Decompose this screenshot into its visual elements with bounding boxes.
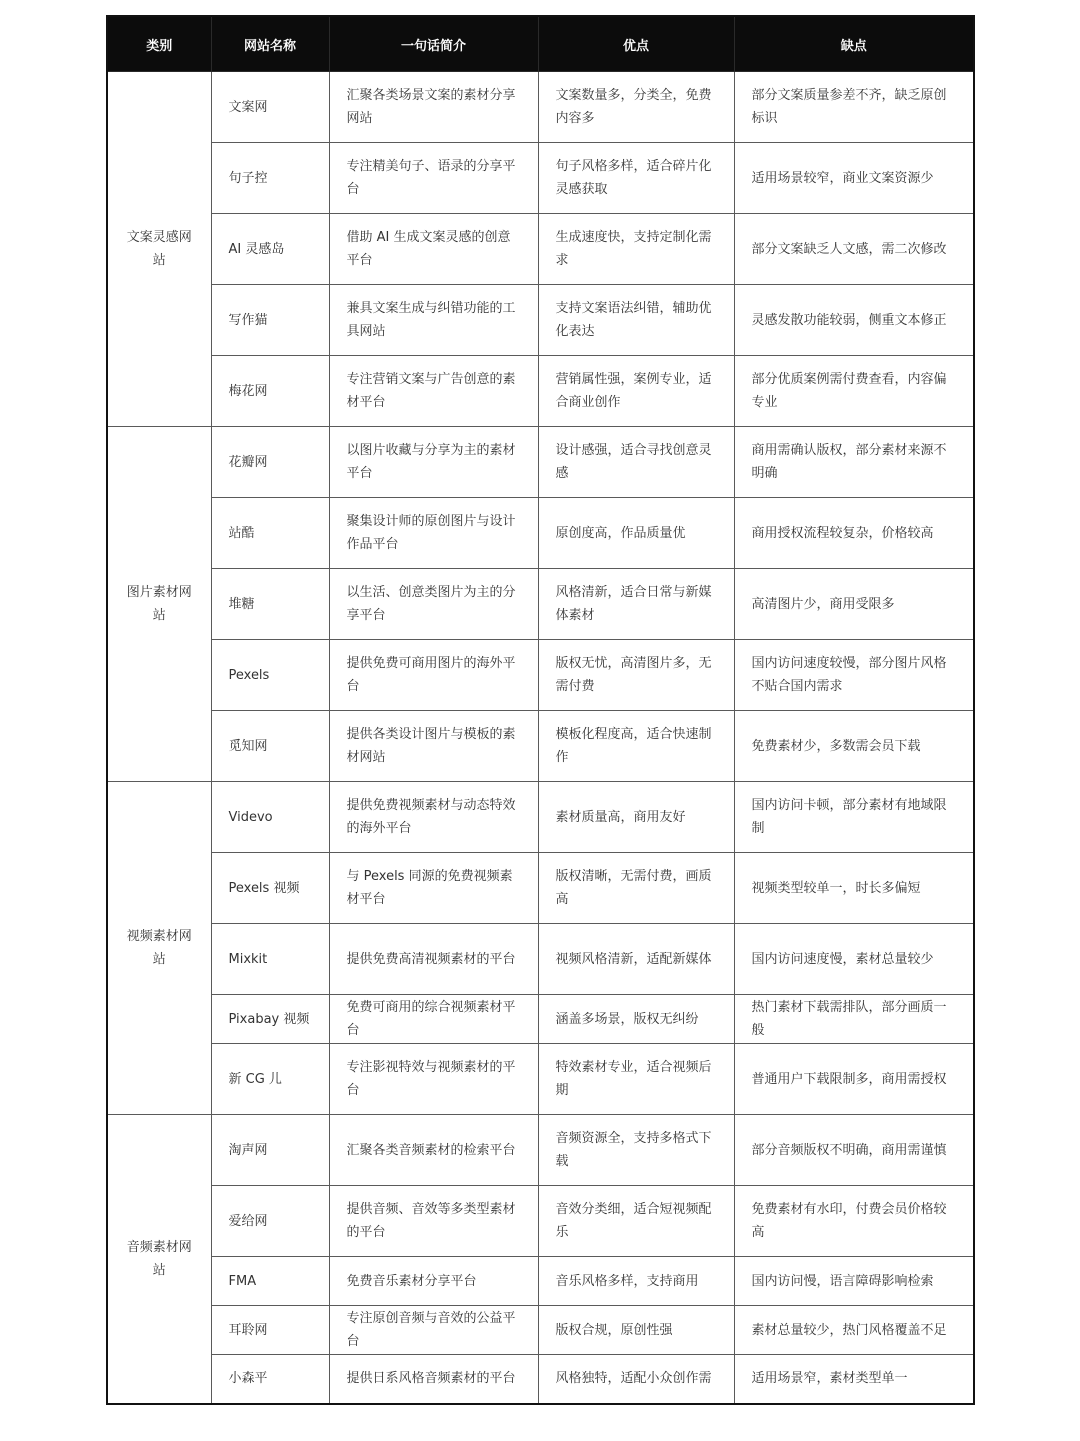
table-row [107,143,974,214]
intro-cell: 专注精美句子、语录的分享平台 [329,143,538,214]
intro-cell: 提供免费视频素材与动态特效的海外平台 [329,782,538,853]
pros-cell: 风格清新，适合日常与新媒体素材 [538,569,734,640]
intro-cell: 免费可商用的综合视频素材平台 [329,995,538,1044]
cons-cell: 灵感发散功能较弱，侧重文本修正 [734,285,974,356]
pros-cell: 音频资源全，支持多格式下载 [538,1115,734,1186]
intro-cell: 以生活、创意类图片为主的分享平台 [329,569,538,640]
header-category: 类别 [107,16,211,72]
cons-cell: 普通用户下载限制多，商用需授权 [734,1044,974,1115]
table-row [107,1306,974,1355]
site-name-cell: 新 CG 儿 [211,1044,329,1115]
site-name-cell: Mixkit [211,924,329,995]
pros-cell: 营销属性强，案例专业，适合商业创作 [538,356,734,427]
table-row [107,427,974,498]
intro-cell: 以图片收藏与分享为主的素材平台 [329,427,538,498]
website-comparison-table [106,15,975,1405]
site-name-cell: 小森平 [211,1355,329,1404]
cons-cell: 适用场景较窄，商业文案资源少 [734,143,974,214]
table-row [107,1186,974,1257]
table-row [107,1355,974,1404]
site-name-cell: 写作猫 [211,285,329,356]
pros-cell: 音乐风格多样，支持商用 [538,1257,734,1306]
intro-cell: 汇聚各类音频素材的检索平台 [329,1115,538,1186]
intro-cell: 汇聚各类场景文案的素材分享网站 [329,72,538,143]
table-row [107,853,974,924]
pros-cell: 版权清晰，无需付费，画质高 [538,853,734,924]
intro-cell: 专注原创音频与音效的公益平台 [329,1306,538,1355]
pros-cell: 风格独特，适配小众创作需 [538,1355,734,1404]
category-cell: 文案灵感网站 [107,72,211,427]
header-site-name: 网站名称 [211,16,329,72]
intro-cell: 专注营销文案与广告创意的素材平台 [329,356,538,427]
intro-cell: 兼具文案生成与纠错功能的工具网站 [329,285,538,356]
intro-cell: 提供音频、音效等多类型素材的平台 [329,1186,538,1257]
pros-cell: 支持文案语法纠错，辅助优化表达 [538,285,734,356]
category-cell: 图片素材网站 [107,427,211,782]
cons-cell: 部分文案质量参差不齐，缺乏原创标识 [734,72,974,143]
table-row [107,214,974,285]
cons-cell: 素材总量较少，热门风格覆盖不足 [734,1306,974,1355]
pros-cell: 素材质量高，商用友好 [538,782,734,853]
pros-cell: 涵盖多场景，版权无纠纷 [538,995,734,1044]
table-row [107,1115,974,1186]
category-cell: 音频素材网站 [107,1115,211,1404]
table-body [107,72,974,1404]
pros-cell: 设计感强，适合寻找创意灵感 [538,427,734,498]
pros-cell: 版权无忧，高清图片多，无需付费 [538,640,734,711]
cons-cell: 部分文案缺乏人文感，需二次修改 [734,214,974,285]
cons-cell: 视频类型较单一，时长多偏短 [734,853,974,924]
site-name-cell: Pexels [211,640,329,711]
header-cons: 缺点 [734,16,974,72]
site-name-cell: 堆糖 [211,569,329,640]
cons-cell: 国内访问速度较慢，部分图片风格不贴合国内需求 [734,640,974,711]
site-name-cell: 站酷 [211,498,329,569]
pros-cell: 原创度高，作品质量优 [538,498,734,569]
intro-cell: 提供免费高清视频素材的平台 [329,924,538,995]
site-name-cell: 耳聆网 [211,1306,329,1355]
cons-cell: 部分优质案例需付费查看，内容偏专业 [734,356,974,427]
table-row [107,711,974,782]
site-name-cell: 句子控 [211,143,329,214]
cons-cell: 商用需确认版权，部分素材来源不明确 [734,427,974,498]
table-row [107,356,974,427]
intro-cell: 提供日系风格音频素材的平台 [329,1355,538,1404]
cons-cell: 适用场景窄，素材类型单一 [734,1355,974,1404]
site-name-cell: FMA [211,1257,329,1306]
table-row [107,1044,974,1115]
table-row [107,640,974,711]
table-row [107,285,974,356]
cons-cell: 商用授权流程较复杂，价格较高 [734,498,974,569]
table-header [107,16,974,72]
pros-cell: 版权合规，原创性强 [538,1306,734,1355]
table-row [107,995,974,1044]
category-cell: 视频素材网站 [107,782,211,1115]
cons-cell: 部分音频版权不明确，商用需谨慎 [734,1115,974,1186]
pros-cell: 句子风格多样，适合碎片化灵感获取 [538,143,734,214]
header-row [107,16,974,72]
intro-cell: 与 Pexels 同源的免费视频素材平台 [329,853,538,924]
site-name-cell: Pexels 视频 [211,853,329,924]
site-name-cell: 爱给网 [211,1186,329,1257]
intro-cell: 免费音乐素材分享平台 [329,1257,538,1306]
intro-cell: 借助 AI 生成文案灵感的创意平台 [329,214,538,285]
site-name-cell: 梅花网 [211,356,329,427]
table-row [107,924,974,995]
site-name-cell: 觅知网 [211,711,329,782]
pros-cell: 文案数量多，分类全，免费内容多 [538,72,734,143]
cons-cell: 国内访问卡顿，部分素材有地域限制 [734,782,974,853]
intro-cell: 聚集设计师的原创图片与设计作品平台 [329,498,538,569]
pros-cell: 音效分类细，适合短视频配乐 [538,1186,734,1257]
cons-cell: 国内访问速度慢，素材总量较少 [734,924,974,995]
intro-cell: 提供免费可商用图片的海外平台 [329,640,538,711]
header-intro: 一句话简介 [329,16,538,72]
table-row [107,498,974,569]
table-row [107,782,974,853]
header-pros: 优点 [538,16,734,72]
pros-cell: 视频风格清新，适配新媒体 [538,924,734,995]
cons-cell: 免费素材少，多数需会员下载 [734,711,974,782]
intro-cell: 提供各类设计图片与模板的素材网站 [329,711,538,782]
pros-cell: 特效素材专业，适合视频后期 [538,1044,734,1115]
cons-cell: 国内访问慢，语言障碍影响检索 [734,1257,974,1306]
table-row [107,72,974,143]
cons-cell: 高清图片少，商用受限多 [734,569,974,640]
site-name-cell: 淘声网 [211,1115,329,1186]
cons-cell: 免费素材有水印，付费会员价格较高 [734,1186,974,1257]
site-name-cell: AI 灵感岛 [211,214,329,285]
site-name-cell: 文案网 [211,72,329,143]
cons-cell: 热门素材下载需排队，部分画质一般 [734,995,974,1044]
pros-cell: 生成速度快，支持定制化需求 [538,214,734,285]
site-name-cell: Pixabay 视频 [211,995,329,1044]
pros-cell: 模板化程度高，适合快速制作 [538,711,734,782]
table-row [107,1257,974,1306]
intro-cell: 专注影视特效与视频素材的平台 [329,1044,538,1115]
site-name-cell: 花瓣网 [211,427,329,498]
site-name-cell: Videvo [211,782,329,853]
table-row [107,569,974,640]
